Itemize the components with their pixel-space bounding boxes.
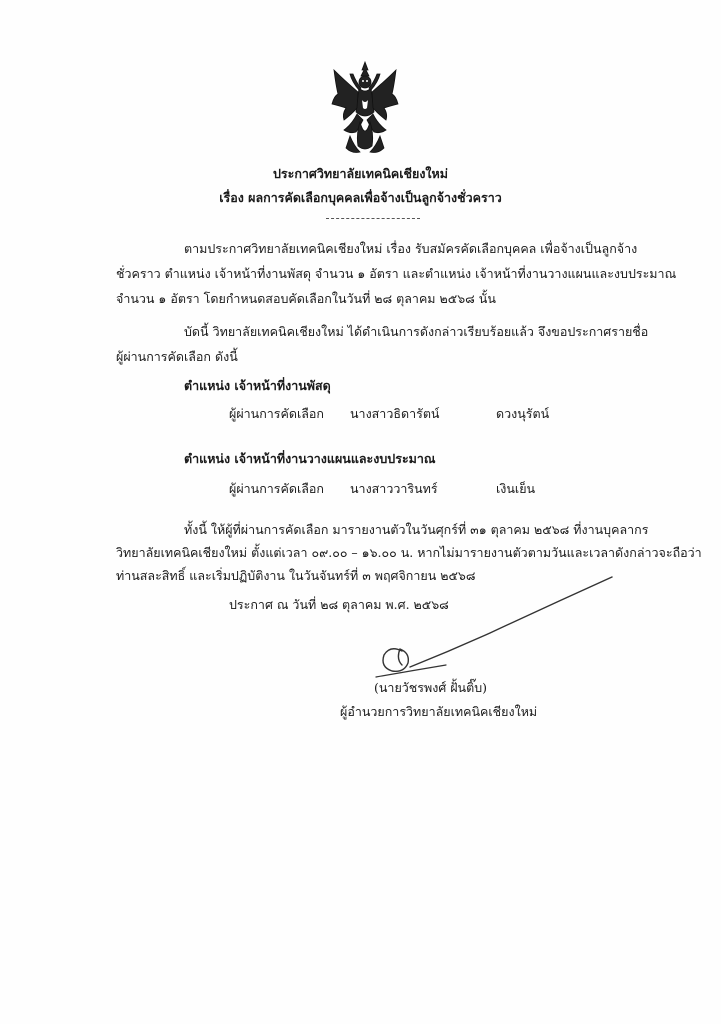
para3-line3: ท่านสละสิทธิ์ และเริ่มปฏิบัติงาน ในวันจันทร์ที่ ๓ พฤศจิกายน ๒๕๖๘	[116, 568, 476, 583]
para2-line1: บัดนี้ วิทยาลัยเทคนิคเชียงใหม่ ได้ดำเนินการดังกล่าวเรียบร้อยแล้ว จึงขอประกาศรายชื่อ	[184, 324, 649, 339]
candidate-last-name: เงินเย็น	[496, 481, 536, 496]
signer-name: (นายวัชรพงศ์ ฝั้นติ๊บ)	[374, 680, 488, 695]
signer-title: ผู้อำนวยการวิทยาลัยเทคนิคเชียงใหม่	[340, 704, 538, 719]
candidate-status: ผู้ผ่านการคัดเลือก	[229, 406, 325, 421]
announcement-date: ประกาศ ณ วันที่ ๒๘ ตุลาคม พ.ศ. ๒๕๖๘	[229, 597, 449, 612]
para3-line2: วิทยาลัยเทคนิคเชียงใหม่ ตั้งแต่เวลา ๐๙.๐๐ – ๑๖.๐๐ น. หากไม่มารายงานตัวตามวันและเวลาดังกล่าวจะถือว่า	[116, 545, 702, 560]
candidate-first-name: นางสาววารินทร์	[350, 481, 438, 496]
document-title: ประกาศวิทยาลัยเทคนิคเชียงใหม่	[272, 166, 449, 181]
garuda-emblem-icon	[330, 60, 400, 160]
para1-line3: จำนวน ๑ อัตรา โดยกำหนดสอบคัดเลือกในวันที่ ๒๘ ตุลาคม ๒๕๖๘ นั้น	[116, 291, 496, 306]
position-heading: ตำแหน่ง เจ้าหน้าที่งานวางแผนและงบประมาณ	[184, 451, 436, 466]
document-subject: เรื่อง ผลการคัดเลือกบุคคลเพื่อจ้างเป็นลูกจ้างชั่วคราว	[219, 190, 502, 205]
candidate-last-name: ดวงนุรัตน์	[496, 406, 550, 421]
para1-line2: ชั่วคราว ตำแหน่ง เจ้าหน้าที่งานพัสดุ จำนวน ๑ อัตรา และตำแหน่ง เจ้าหน้าที่งานวางแผนและงบประมาณ	[116, 266, 677, 281]
para1-line1: ตามประกาศวิทยาลัยเทคนิคเชียงใหม่ เรื่อง รับสมัครคัดเลือกบุคคล เพื่อจ้างเป็นลูกจ้าง	[184, 241, 638, 256]
handwritten-signature	[350, 575, 620, 685]
candidate-first-name: นางสาวธิดารัตน์	[350, 406, 440, 421]
title-divider	[326, 218, 420, 219]
position-heading: ตำแหน่ง เจ้าหน้าที่งานพัสดุ	[184, 378, 331, 393]
para3-line1: ทั้งนี้ ให้ผู้ที่ผ่านการคัดเลือก มารายงานตัวในวันศุกร์ที่ ๓๑ ตุลาคม ๒๕๖๘ ที่งานบุคลากร	[184, 522, 649, 537]
para2-line2: ผู้ผ่านการคัดเลือก ดังนี้	[116, 349, 238, 364]
candidate-status: ผู้ผ่านการคัดเลือก	[229, 481, 325, 496]
